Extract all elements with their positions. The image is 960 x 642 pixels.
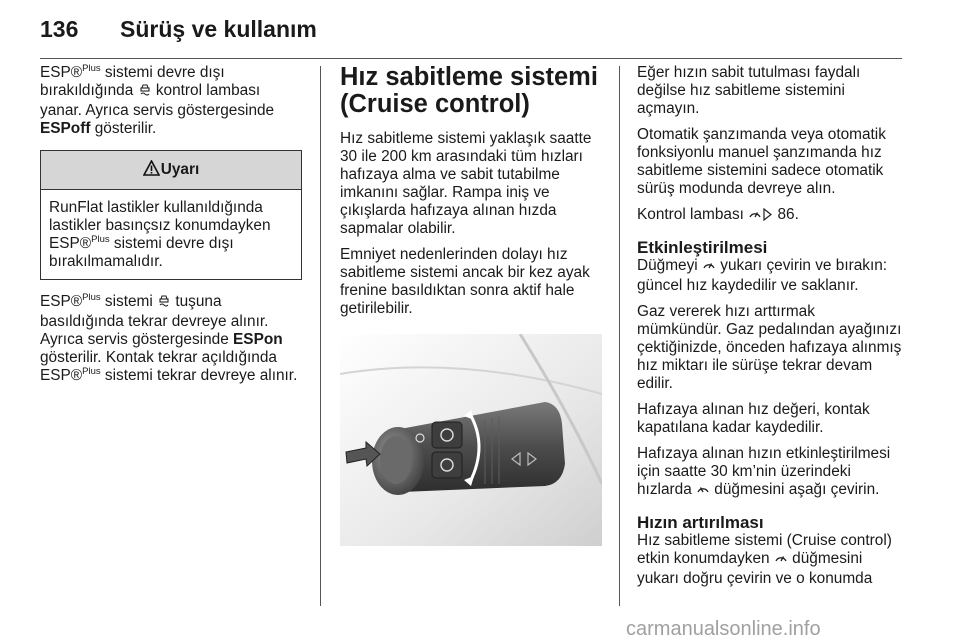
cruise-control-icon: [702, 258, 716, 277]
column-3: [637, 64, 903, 596]
warning-box: [40, 150, 302, 280]
warning-header: [41, 151, 301, 190]
increase-speed-heading: Hızın artırılması: [637, 513, 764, 532]
cruise-resume-icon: [696, 482, 710, 501]
column-divider-2: [619, 66, 620, 606]
activation-heading: Etkinleştirilmesi: [637, 238, 768, 257]
increase-speed-paragraph: Hız sabitleme sistemi (Cruise control) etkin konumdayken düğmesini yukarı doğru çevirin ve o konumda: [637, 532, 892, 587]
esp-off-paragraph: ESP®$^{Plus}$ sistemi devre dışı bırakıldığında kontrol lambası yanar. Ayrıca servis göstergesinde ESPoff gösterilir.: [40, 63, 275, 137]
column-2: [340, 64, 606, 546]
column-divider-1: [320, 66, 321, 606]
usage-paragraph: Eğer hızın sabit tutulması faydalı değilse hız sabitleme sistemini açmayın.: [637, 64, 861, 117]
memory-paragraph: Hafızaya alınan hız değeri, kontak kapatılana kadar kaydedilir.: [637, 401, 870, 436]
cruise-control-heading: Hız sabitleme sistemi (Cruise control): [340, 63, 598, 118]
cruise-safety-paragraph: Emniyet nedenlerinden dolayı hız sabitleme sistemi ancak bir kez ayak frenine basıldıktan sonra aktif hale getirilebilir.: [340, 246, 590, 317]
section-title: Sürüş ve kullanım: [120, 16, 317, 42]
header-rule: [40, 58, 902, 59]
cruise-control-icon: [748, 207, 762, 226]
esp-on-paragraph: ESP®$^{Plus}$ sistemi tuşuna basıldığında tekrar devreye alınır. Ayrıca servis göstergesinde ESPon gösterilir. Kontak tekrar açıldığında ESP®$^{Plus}$ sistemi tekrar devreye alınır.: [40, 292, 298, 384]
esp-car-skid-icon: [157, 294, 171, 313]
column-1: [40, 64, 302, 393]
resume-paragraph: Hafızaya alınan hızın etkinleştirilmesi için saatte 30 km’nin üzerindeki hızlarda düğmesini aşağı çevirin.: [637, 445, 903, 501]
accelerate-paragraph: Gaz vererek hızı arttırmak mümkündür. Gaz pedalından ayağınızı çektiğinizde, önceden hafızaya alınmış hız miktarı ile sürüşe tekrar devam edilir.: [637, 303, 902, 392]
control-lamp-reference: Kontrol lambası 86.: [637, 206, 903, 226]
cruise-control-stalk-illustration: [340, 334, 602, 546]
page-reference-arrow-icon: [762, 208, 773, 226]
page-number: 136: [40, 16, 79, 42]
warning-title: Uyarı: [160, 161, 200, 178]
warning-triangle-icon: [143, 153, 160, 191]
page-header: [40, 14, 900, 54]
cruise-intro-paragraph: Hız sabitleme sistemi yaklaşık saatte 30 ile 200 km arasındaki tüm hızları hafızaya alma ve sabit tutabilme imkanını sağlar. Rampa iniş ve çıkışlarda hafızaya alınan hızda sapmalar olabilir.: [340, 130, 592, 237]
warning-body: RunFlat lastikler kullanıldığında lastikler basınçsız konumdayken ESP®$^{Plus}$ sistemi devre dışı bırakılmamalıdır.: [49, 199, 271, 270]
activation-paragraph: Düğmeyi yukarı çevirin ve bırakın: güncel hız kaydedilir ve saklanır.: [637, 257, 888, 294]
esp-car-skid-icon: [138, 83, 152, 102]
watermark: carmanualsonline.info: [626, 618, 821, 640]
transmission-paragraph: Otomatik şanzımanda veya otomatik fonksiyonlu manuel şanzımanda hız sabitleme sistemini sadece otomatik sürüş modunda devreye alın.: [637, 126, 886, 197]
cruise-control-icon: [774, 551, 788, 570]
